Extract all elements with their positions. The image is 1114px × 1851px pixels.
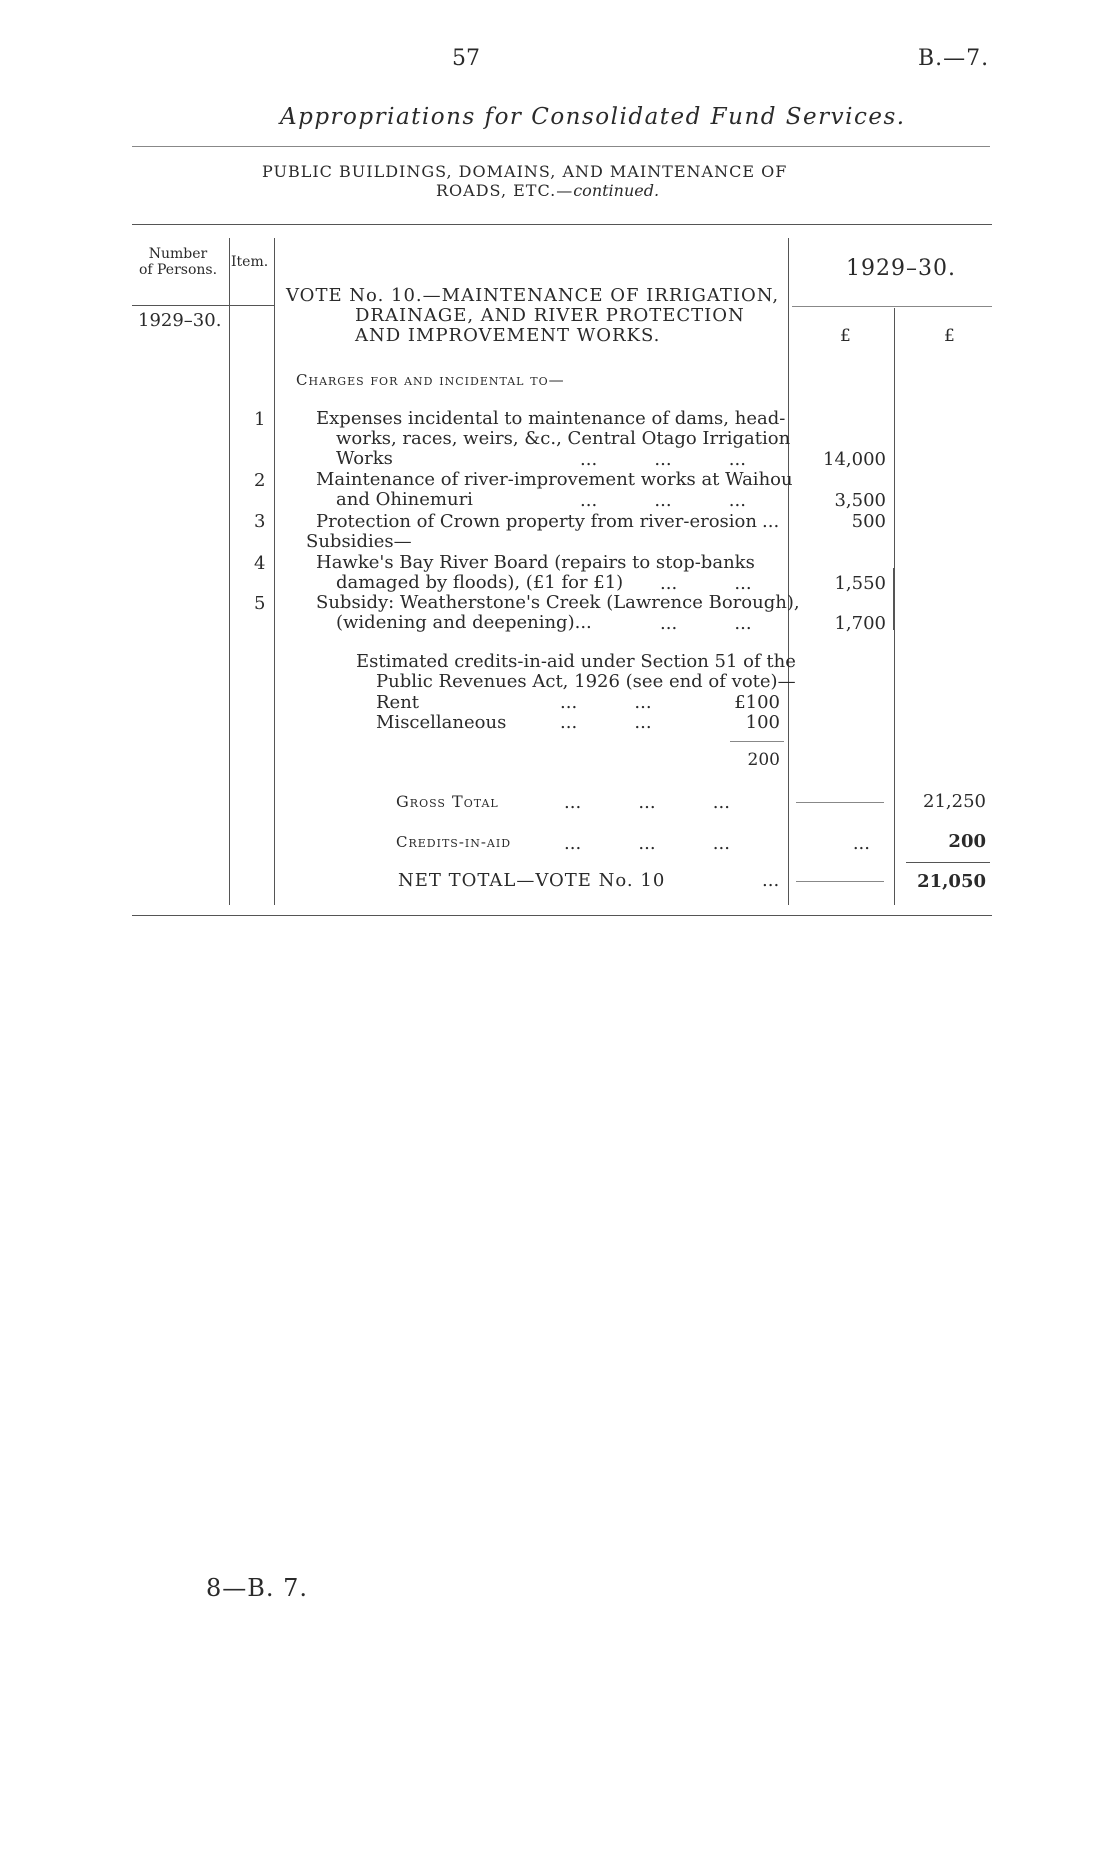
item-description: Protection of Crown property from river-erosion bbox=[316, 511, 757, 532]
item-amount: 500 bbox=[851, 511, 886, 532]
item-number: 3 bbox=[254, 511, 266, 532]
currency-col1: £ bbox=[840, 326, 851, 346]
credits-in-aid-label: Credits-in-aid bbox=[396, 833, 512, 851]
persons-year: 1929–30. bbox=[138, 310, 222, 331]
credits-misc-label: Miscellaneous bbox=[376, 712, 507, 733]
item-line: damaged by floods), (£1 for £1) bbox=[336, 572, 624, 593]
item-amount: 1,700 bbox=[834, 613, 886, 634]
item-number: 1 bbox=[254, 409, 266, 430]
header-persons-rule bbox=[132, 305, 274, 306]
gross-total-amount: 21,250 bbox=[923, 791, 986, 812]
section-title-line2 bbox=[436, 181, 659, 200]
table-top-rule bbox=[132, 224, 992, 225]
credits-rent-label: Rent bbox=[376, 692, 420, 713]
vote-title-line2: DRAINAGE, AND RIVER PROTECTION bbox=[355, 305, 745, 326]
leader-dots: ... ... ... bbox=[580, 449, 746, 470]
running-title: Appropriations for Consolidated Fund Services. bbox=[280, 104, 906, 130]
section-title-line1: PUBLIC BUILDINGS, DOMAINS, AND MAINTENANCE OF bbox=[262, 162, 788, 181]
col-divider-amounts bbox=[894, 308, 895, 905]
item-line: Works bbox=[336, 448, 393, 469]
col-divider-persons bbox=[229, 238, 230, 905]
leader-dots: ... bbox=[762, 511, 780, 532]
document-code: B.—7. bbox=[918, 46, 990, 71]
item-amount: 3,500 bbox=[834, 490, 886, 511]
item-line: Subsidy: Weatherstone's Creek (Lawrence Borough), bbox=[316, 592, 800, 613]
subtotal-bracket bbox=[893, 568, 894, 630]
net-total-amount: 21,050 bbox=[917, 871, 986, 892]
net-total-label: NET TOTAL—VOTE No. 10 bbox=[398, 870, 666, 891]
leader-dots: ... ... bbox=[560, 712, 652, 733]
signature-mark: 8—B. 7. bbox=[206, 1574, 309, 1602]
credits-line2: Public Revenues Act, 1926 (see end of vote)— bbox=[376, 671, 796, 692]
leader-dots: ... ... ... bbox=[564, 833, 730, 854]
subsidies-label: Subsidies— bbox=[306, 531, 412, 552]
item-line: Hawke's Bay River Board (repairs to stop-banks bbox=[316, 552, 755, 573]
net-col1-rule bbox=[796, 881, 884, 882]
section-title-continued: continued. bbox=[573, 181, 660, 200]
year-heading-rule bbox=[792, 306, 992, 307]
credits-subtotal: 200 bbox=[747, 750, 780, 770]
vote-title-line1: VOTE No. 10.—MAINTENANCE OF IRRIGATION, bbox=[286, 285, 780, 306]
table-bottom-rule bbox=[132, 915, 992, 916]
leader-dots: ... ... ... bbox=[580, 490, 746, 511]
leader-dots: ... ... ... bbox=[564, 792, 730, 813]
col-divider-description bbox=[788, 238, 789, 905]
item-line: and Ohinemuri bbox=[336, 489, 473, 510]
item-number: 2 bbox=[254, 470, 266, 491]
item-amount: 14,000 bbox=[823, 449, 886, 470]
leader-dots: ... ... bbox=[560, 692, 652, 713]
leader-dots: ... ... bbox=[660, 573, 752, 594]
item-number: 4 bbox=[254, 553, 266, 574]
header-item: Item. bbox=[231, 254, 269, 270]
leader-dots: ... bbox=[762, 870, 780, 891]
section-title-main: ROADS, ETC.— bbox=[436, 181, 574, 200]
charges-heading: Charges for and incidental to— bbox=[296, 371, 565, 389]
gross-total-label: Gross Total bbox=[396, 792, 499, 811]
col-divider-item bbox=[274, 238, 275, 905]
credits-misc-amount: 100 bbox=[745, 712, 780, 733]
leader-dots: ... ... bbox=[660, 613, 752, 634]
header-number-line1: Number bbox=[148, 246, 208, 262]
currency-col2: £ bbox=[944, 326, 955, 346]
page-number: 57 bbox=[452, 46, 480, 71]
header-rule bbox=[132, 146, 990, 147]
item-line: (widening and deepening)... bbox=[336, 612, 592, 633]
header-number-of-persons bbox=[132, 246, 224, 278]
credits-description bbox=[356, 652, 796, 692]
credits-in-aid-amount: 200 bbox=[948, 831, 986, 852]
credits-line1: Estimated credits-in-aid under Section 51 of the bbox=[356, 651, 796, 672]
vote-title-line3: AND IMPROVEMENT WORKS. bbox=[355, 325, 661, 346]
item-line: Expenses incidental to maintenance of dams, head- bbox=[316, 408, 786, 429]
item-line: works, races, weirs, &c., Central Otago Irrigation bbox=[336, 428, 791, 449]
item-number: 5 bbox=[254, 593, 266, 614]
year-heading: 1929–30. bbox=[846, 256, 956, 281]
vote-title bbox=[286, 286, 779, 346]
gross-col1-rule bbox=[796, 802, 884, 803]
item-amount: 1,550 bbox=[834, 573, 886, 594]
credits-subtotal-rule bbox=[730, 741, 784, 742]
credits-in-aid-col1: ... bbox=[852, 833, 870, 854]
item-line: Maintenance of river-improvement works at Waihou bbox=[316, 469, 793, 490]
header-number-line2: of Persons. bbox=[138, 262, 218, 278]
credits-rent-amount: £100 bbox=[734, 692, 780, 713]
net-total-rule bbox=[906, 862, 990, 863]
